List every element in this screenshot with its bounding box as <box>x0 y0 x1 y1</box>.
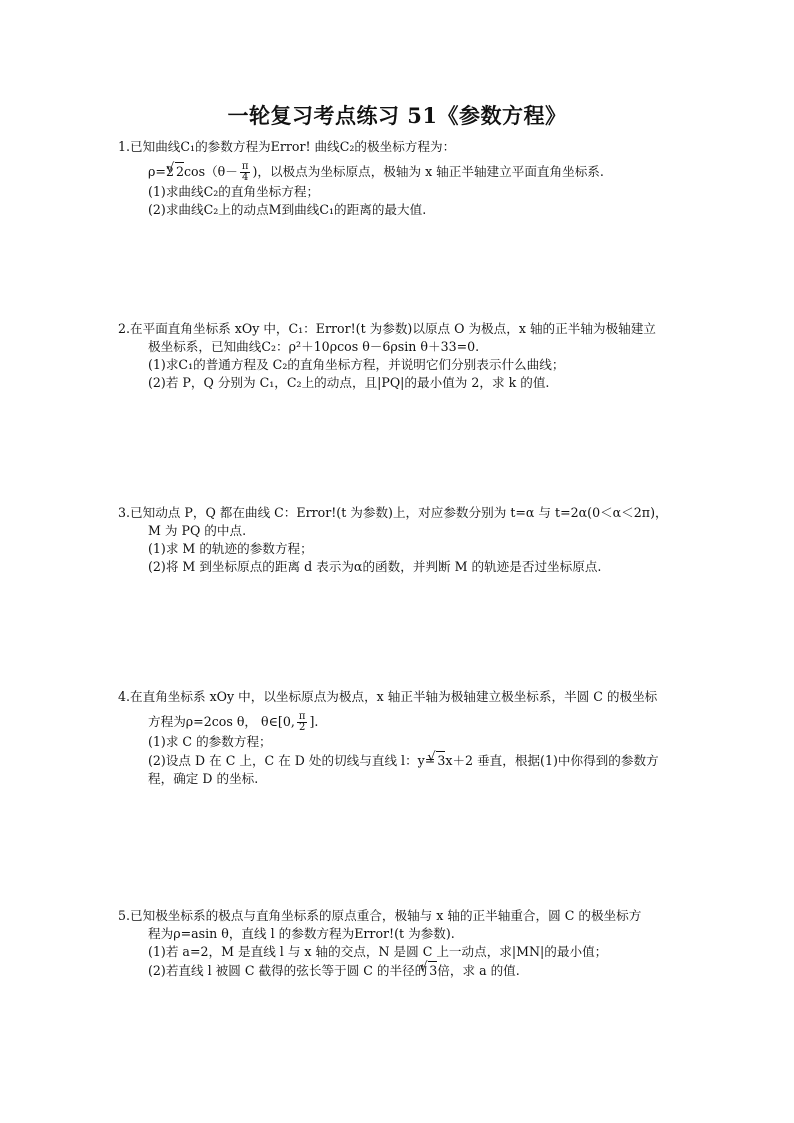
q1-fraction <box>240 162 251 183</box>
question-4 <box>118 688 718 788</box>
q3-line-1: 3.已知动点 P，Q 都在曲线 C：Error!(t 为参数)上，对应参数分别为 t=α 与 t=2α(0＜α＜2π)， <box>118 505 668 520</box>
page-title: 一轮复习考点练习 51《参数方程》 <box>227 103 567 128</box>
q5-line-2: 程为ρ=asin θ，直线 l 的参数方程为Error!(t 为参数). <box>148 926 455 941</box>
q1-line-4: (2)求曲线C₂上的动点M到曲线C₁的距离的最大值. <box>148 202 427 217</box>
q4-sqrt: √ 3 <box>436 751 445 770</box>
q4-line-3: (1)求 C 的参数方程； <box>148 734 272 749</box>
q2-line-3: (1)求C₁的普通方程及 C₂的直角坐标方程，并说明它们分别表示什么曲线； <box>148 357 565 372</box>
q1-line-2 <box>118 162 718 183</box>
q5-line-1: 5.已知极坐标系的极点与直角坐标系的原点重合，极轴与 x 轴的正半轴重合，圆 C 的极坐标方 <box>118 908 642 923</box>
q4-line-5: 程，确定 D 的坐标. <box>148 771 259 786</box>
q1-cos-text: cos（θ－ <box>183 164 238 179</box>
q4-line-2 <box>118 712 718 733</box>
q3-line-4: (2)将 M 到坐标原点的距离 d 表示为α的函数，并判断 M 的轨迹是否过坐标原点. <box>148 559 602 574</box>
q5-line-4 <box>118 961 718 980</box>
q1-frac-num: π <box>241 161 249 172</box>
question-1 <box>118 138 718 219</box>
question-3 <box>118 504 718 576</box>
q2-line-4: (2)若 P，Q 分别为 C₁，C₂上的动点，且|PQ|的最小值为 2，求 k 的值. <box>148 375 550 390</box>
q1-rest-text: )，以极点为坐标原点，极轴为 x 轴正半轴建立平面直角坐标系. <box>252 164 604 179</box>
q4-l4-text: (2)设点 D 在 C 上，C 在 D 处的切线与直线 l：y= <box>148 753 436 768</box>
q1-sqrt: √ 2 <box>175 162 184 181</box>
q5-sqrt: √ 3 <box>428 961 437 980</box>
question-5 <box>118 907 718 980</box>
q5-l4-text: (2)若直线 l 被圆 C 截得的弦长等于圆 C 的半径的 <box>148 963 428 978</box>
q4-frac-den: 2 <box>298 722 306 733</box>
q1-frac-den: 4 <box>241 172 249 183</box>
q4-line-1: 4.在直角坐标系 xOy 中，以坐标原点为极点，x 轴正半轴为极轴建立极坐标系，半圆 C 的极坐标 <box>118 689 658 704</box>
q1-rho-text: ρ=2 <box>148 164 174 179</box>
q4-eq-text: 方程为ρ=2cos θ， θ∈[0, <box>148 714 295 729</box>
q1-line-3: (1)求曲线C₂的直角坐标方程； <box>148 184 320 199</box>
question-2 <box>118 320 718 392</box>
q5-line-3: (1)若 a=2，M 是直线 l 与 x 轴的交点，N 是圆 C 上一动点，求|MN|的最小值； <box>148 944 608 959</box>
q3-line-2: M 为 PQ 的中点. <box>148 523 247 538</box>
q5-l4-rest: 倍，求 a 的值. <box>437 963 520 978</box>
q4-l4-rest: x＋2 垂直，根据(1)中你得到的参数方 <box>445 753 659 768</box>
q4-fraction <box>297 712 308 733</box>
q2-line-2: 极坐标系，已知曲线C₂：ρ²＋10ρcos θ－6ρsin θ＋33=0. <box>148 339 480 354</box>
q4-frac-num: π <box>298 711 306 722</box>
q4-line-4 <box>118 751 718 770</box>
q2-line-1: 2.在平面直角坐标系 xOy 中，C₁：Error!(t 为参数)以原点 O 为极点，x 轴的正半轴为极轴建立 <box>118 321 656 336</box>
q4-eq-end: ]. <box>309 714 319 729</box>
q3-line-3: (1)求 M 的轨迹的参数方程； <box>148 541 313 556</box>
q1-line-1: 1.已知曲线C₁的参数方程为Error! 曲线C₂的极坐标方程为： <box>118 139 456 154</box>
